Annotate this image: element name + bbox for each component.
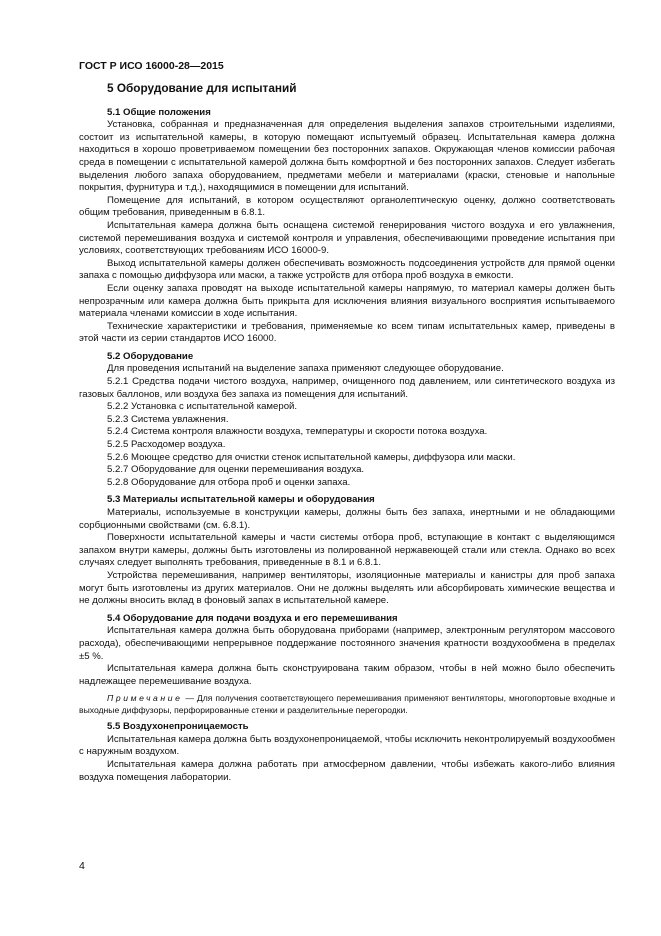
note [79,693,615,716]
subsection-title-5-2: 5.2 Оборудование [107,350,194,362]
subsection-title-5-3: 5.3 Материалы испытательной камеры и оборудования [107,494,375,506]
list-item: 5.2.5 Расходомер воздуха. [107,439,226,451]
list-item: 5.2.6 Моющее средство для очистки стенок испытательной камеры, диффузора или маски. [107,451,516,463]
paragraph: Испытательная камера должна быть оборудована приборами (например, электронным регулятором массового расхода), обеспечивающими непрерывное поддержание постоянного значения кратности воздухообмена в пределах ±5 %. [79,625,615,662]
paragraph: Для проведения испытаний на выделение запаха применяют следующее оборудование. [107,363,504,375]
subsection-title-5-5: 5.5 Воздухонепроницаемость [107,721,249,733]
document-header: ГОСТ Р ИСО 16000-28—2015 [79,60,224,72]
page-number: 4 [79,860,85,872]
list-item: 5.2.1 Средства подачи чистого воздуха, например, очищенного под давлением, или синтетического воздуха из газовых баллонов, или воздуха без запаха из помещения для испытаний. [79,376,615,400]
paragraph: Испытательная камера должна быть оснащена системой генерирования чистого воздуха и его увлажнения, системой перемешивания воздуха и системой контроля и управления, обеспечивающими проведение испытания при условиях, соответствующих требованиям ИСО 16000-9. [79,219,615,257]
list-item: 5.2.4 Система контроля влажности воздуха, температуры и скорости потока воздуха. [107,426,488,438]
list-item: 5.2.7 Оборудование для оценки перемешивания воздуха. [107,464,365,476]
list-item: 5.2.8 Оборудование для отбора проб и оценки запаха. [107,476,351,488]
note-label: Примечание [107,693,183,704]
paragraph: Помещение для испытаний, в котором осуществляют органолептическую оценку, должно соответствовать общим требования, приведенным в 6.8.1. [79,194,615,219]
paragraph: Выход испытательной камеры должен обеспечивать возможность подсоединения устройств для прямой оценки запаха с помощью диффузора или маски, а также устройств для отбора проб воздуха в емкости. [79,257,615,282]
paragraph: Установка, собранная и предназначенная для определения выделения запахов строительными изделиями, состоит из испытательной камеры, в которую помещают испытуемый образец. Испытательная камера должна находиться в хорошо проветриваемом помещении без посторонних запахов. Окружающая членов комиссии рабочая среда в помещении с испытательной камерой должна быть комфортной и без посторонних запахов. Следует избегать выделения любого запаха оборудованием, предметами мебели и материалами (краски, стеновые и напольные покрытия, фурнитура и т.д.), находящимися в помещении для испытаний. [79,119,615,194]
paragraph: Испытательная камера должна быть сконструирована таким образом, чтобы в ней можно было обеспечить надлежащее перемешивание воздуха. [79,663,615,687]
note-text: — Для получения соответствующего перемешивания применяют вентиляторы, многопортовые входные и выходные диффузоры, перфорированные стенки и разделительные перегородки. [79,693,615,715]
list-item: 5.2.3 Система увлажнения. [107,413,229,425]
paragraph: Испытательная камера должна работать при атмосферном давлении, чтобы избежать какого-либо влияния воздуха помещения лаборатории. [79,758,615,783]
subsection-title-5-1: 5.1 Общие положения [107,106,211,118]
paragraph: Материалы, используемые в конструкции камеры, должны быть без запаха, инертными и не обладающими сорбционными свойствами (см. 6.8.1). [79,507,615,531]
section-title: 5 Оборудование для испытаний [107,81,297,95]
paragraph: Поверхности испытательной камеры и части системы отбора проб, вступающие в контакт с выделяющимся запахом внутри камеры, должны быть изготовлены из полированной нержавеющей стали или стекла. Однако во всех случаях следует выполнять требования, приведенные в 8.1 и 6.8.1. [79,532,615,569]
subsection-title-5-4: 5.4 Оборудование для подачи воздуха и его перемешивания [107,612,398,624]
document-body [79,82,615,784]
paragraph: Технические характеристики и требования, применяемые ко всем типам испытательных камер, приведены в этой части из серии стандартов ИСО 16000. [79,320,615,345]
list-item: 5.2.2 Установка с испытательной камерой. [107,401,298,413]
paragraph: Устройства перемешивания, например вентиляторы, изоляционные материалы и канистры для проб запаха могут быть изготовлены из других материалов. Они не должны выделять или абсорбировать химические вещества и не должны вносить вклад в фоновый запах в испытательной камере. [79,569,615,607]
paragraph: Если оценку запаха проводят на выходе испытательной камеры напрямую, то материал камеры должен быть непрозрачным или камера должна быть прикрыта для исключения влияния визуального восприятия испытываемого материала членами комиссии в ходе испытания. [79,282,615,320]
paragraph: Испытательная камера должна быть воздухонепроницаемой, чтобы исключить неконтролируемый воздухообмен с наружным воздухом. [79,733,615,758]
